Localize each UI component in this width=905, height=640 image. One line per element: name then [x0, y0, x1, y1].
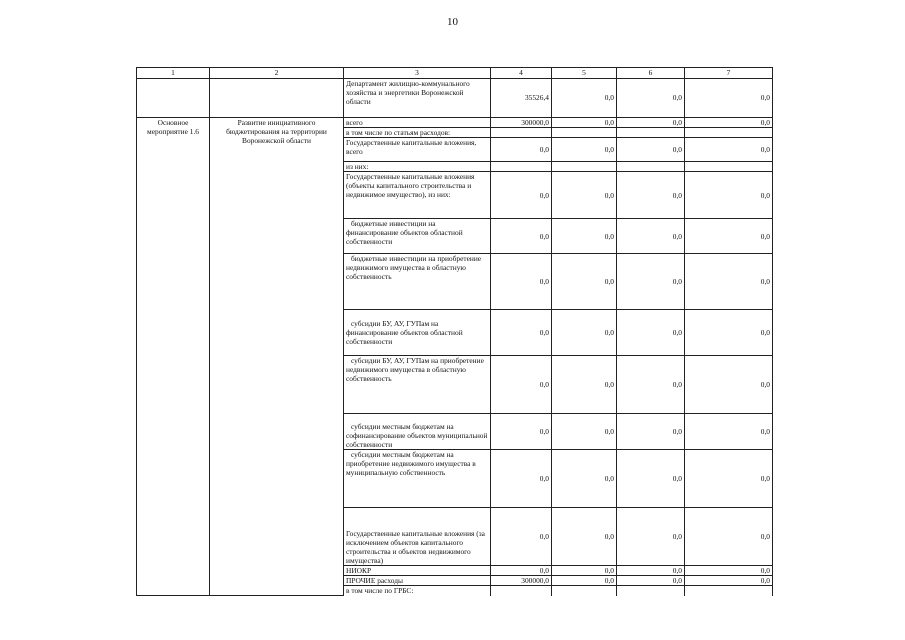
- value-cell: 0,0: [552, 310, 617, 356]
- row-label: бюджетные инвестиции на приобретение недвижимого имущества в областную собственность: [344, 254, 491, 310]
- row-label: НИОКР: [344, 566, 491, 576]
- value-cell: 0,0: [491, 508, 552, 566]
- value-cell: 0,0: [685, 414, 773, 450]
- value-cell: [491, 128, 552, 138]
- header-cell: 6: [617, 68, 685, 79]
- value-cell: [685, 162, 773, 172]
- value-cell: 0,0: [552, 138, 617, 162]
- value-cell: [491, 162, 552, 172]
- value-cell: 0,0: [617, 254, 685, 310]
- value-cell: 0,0: [617, 414, 685, 450]
- value-cell: 35526,4: [491, 79, 552, 118]
- value-cell: 0,0: [617, 450, 685, 508]
- row-label: в том числе по статьям расходов:: [344, 128, 491, 138]
- value-cell: 0,0: [552, 414, 617, 450]
- value-cell: [685, 586, 773, 596]
- row-label: субсидии БУ, АУ, ГУПам на финансирование объектов областной собственности: [344, 310, 491, 356]
- header-cell: 7: [685, 68, 773, 79]
- value-cell: 0,0: [491, 566, 552, 576]
- value-cell: 0,0: [685, 138, 773, 162]
- value-cell: 0,0: [491, 356, 552, 414]
- row-label: субсидии БУ, АУ, ГУПам на приобретение недвижимого имущества в областную собственность: [344, 356, 491, 414]
- value-cell: 0,0: [685, 576, 773, 586]
- value-cell: 300000,0: [491, 118, 552, 128]
- value-cell: 0,0: [552, 219, 617, 254]
- value-cell: 0,0: [552, 172, 617, 219]
- value-cell: 0,0: [617, 576, 685, 586]
- value-cell: 0,0: [685, 310, 773, 356]
- value-cell: [552, 162, 617, 172]
- value-cell: 0,0: [685, 219, 773, 254]
- table-row: [137, 79, 773, 118]
- value-cell: 0,0: [491, 172, 552, 219]
- value-cell: 300000,0: [491, 576, 552, 586]
- value-cell: 0,0: [491, 254, 552, 310]
- header-cell: 1: [137, 68, 210, 79]
- value-cell: [617, 128, 685, 138]
- value-cell: 0,0: [685, 356, 773, 414]
- row-label: из них:: [344, 162, 491, 172]
- value-cell: 0,0: [685, 508, 773, 566]
- value-cell: 0,0: [685, 566, 773, 576]
- header-cell: 2: [210, 68, 344, 79]
- value-cell: 0,0: [552, 566, 617, 576]
- value-cell: [552, 586, 617, 596]
- budget-table: [136, 67, 773, 596]
- empty-cell: [137, 79, 210, 118]
- value-cell: 0,0: [617, 566, 685, 576]
- row-label: в том числе по ГРБС:: [344, 586, 491, 596]
- value-cell: 0,0: [552, 450, 617, 508]
- value-cell: 0,0: [617, 356, 685, 414]
- value-cell: 0,0: [617, 79, 685, 118]
- value-cell: 0,0: [617, 310, 685, 356]
- value-cell: [685, 128, 773, 138]
- row-label: Государственные капитальные вложения (объекты капитального строительства и недвижимое имущество), из них:: [344, 172, 491, 219]
- header-cell: 4: [491, 68, 552, 79]
- value-cell: [617, 586, 685, 596]
- value-cell: 0,0: [685, 79, 773, 118]
- value-cell: 0,0: [552, 508, 617, 566]
- value-cell: 0,0: [617, 508, 685, 566]
- value-cell: 0,0: [617, 219, 685, 254]
- header-row: [137, 68, 773, 79]
- row-label: ПРОЧИЕ расходы: [344, 576, 491, 586]
- value-cell: 0,0: [552, 576, 617, 586]
- header-cell: 5: [552, 68, 617, 79]
- value-cell: 0,0: [617, 118, 685, 128]
- activity-name: Развитие инициативного бюджетирования на территории Воронежской области: [210, 118, 344, 596]
- value-cell: 0,0: [491, 138, 552, 162]
- empty-cell: [210, 79, 344, 118]
- value-cell: 0,0: [552, 118, 617, 128]
- value-cell: 0,0: [491, 310, 552, 356]
- activity-code: Основное мероприятие 1.6: [137, 118, 210, 596]
- value-cell: [491, 586, 552, 596]
- value-cell: 0,0: [491, 219, 552, 254]
- row-label: субсидии местным бюджетам на приобретение недвижимого имущества в муниципальную собственность: [344, 450, 491, 508]
- table-row: [137, 118, 773, 128]
- value-cell: 0,0: [491, 450, 552, 508]
- value-cell: 0,0: [617, 138, 685, 162]
- value-cell: 0,0: [552, 254, 617, 310]
- value-cell: [617, 162, 685, 172]
- value-cell: [552, 128, 617, 138]
- value-cell: 0,0: [685, 118, 773, 128]
- value-cell: 0,0: [685, 254, 773, 310]
- row-label: Государственные капитальные вложения (за исключением объектов капитального строительства и объектов недвижимого имущества): [344, 508, 491, 566]
- value-cell: 0,0: [552, 356, 617, 414]
- page-number: 10: [447, 16, 458, 28]
- header-cell: 3: [344, 68, 491, 79]
- row-label: субсидии местным бюджетам на софинансирование объектов муниципальной собственности: [344, 414, 491, 450]
- row-label: Департамент жилищно-коммунального хозяйства и энергетики Воронежской области: [344, 79, 491, 118]
- row-label: бюджетные инвестиции на финансирование объектов областной собственности: [344, 219, 491, 254]
- value-cell: 0,0: [491, 414, 552, 450]
- value-cell: 0,0: [685, 450, 773, 508]
- row-label: Государственные капитальные вложения, всего: [344, 138, 491, 162]
- value-cell: 0,0: [617, 172, 685, 219]
- value-cell: 0,0: [552, 79, 617, 118]
- value-cell: 0,0: [685, 172, 773, 219]
- row-label: всего: [344, 118, 491, 128]
